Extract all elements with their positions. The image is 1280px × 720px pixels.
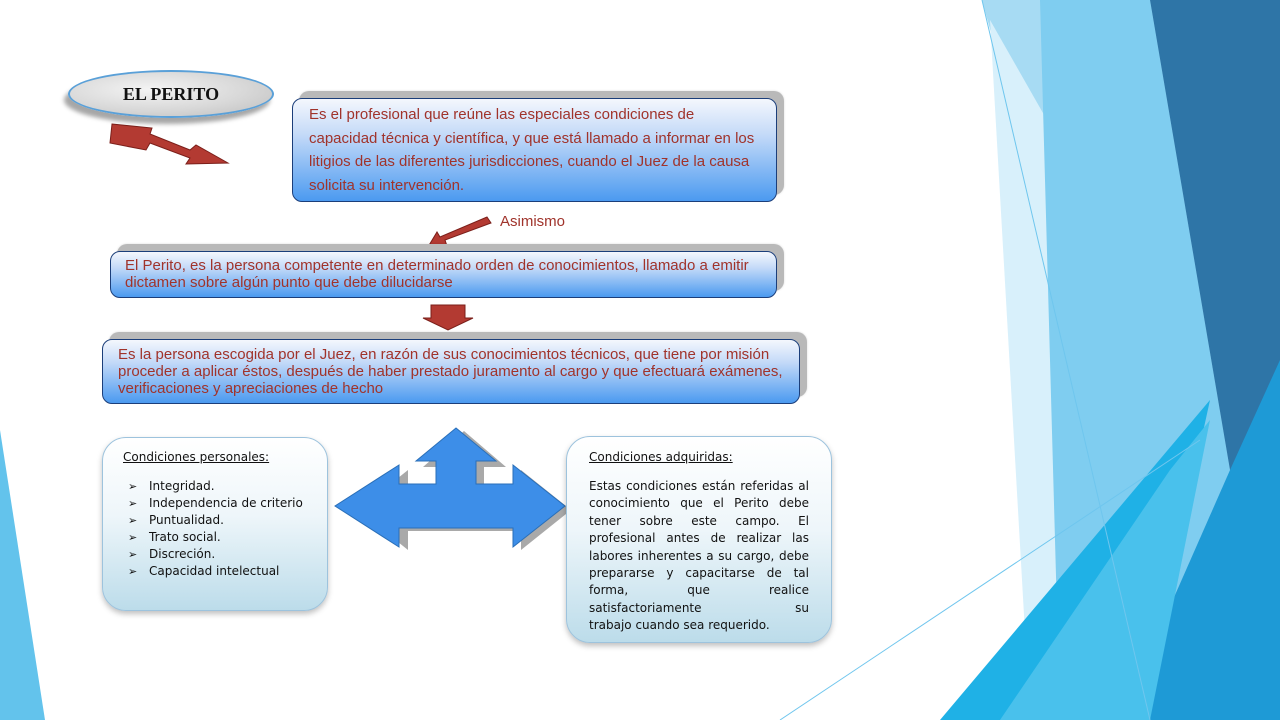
personal-conditions-heading: Condiciones personales: — [123, 450, 270, 464]
arrow-bullet-icon: ➢ — [128, 548, 138, 561]
connector-label: Asimismo — [500, 213, 566, 230]
definition-text: Es el profesional que reúne las especiales condiciones de capacidad técnica y científica, y que está llamado a informar en los litigios de las diferentes jurisdicciones, cuando el Juez de la causa solicita su intervención. — [309, 106, 755, 194]
definition-box-2 — [110, 251, 777, 298]
title: EL PERITO — [122, 83, 220, 104]
list-item: ➢ Integridad. — [128, 479, 215, 493]
list-item: ➢ Puntualidad. — [128, 513, 224, 527]
arrow-bullet-icon: ➢ — [128, 497, 138, 510]
list-item: ➢ Independencia de criterio — [128, 496, 303, 510]
down-arrow — [423, 305, 473, 330]
personal-conditions-card — [102, 437, 328, 611]
definition-text: Es la persona escogida por el Juez, en razón de sus conocimientos técnicos, que tiene por misión proceder a aplicar éstos, después de haber prestado juramento al cargo y que efectuará exámenes, verificaciones y apreciaciones de hecho — [118, 346, 783, 397]
definition-box-3 — [102, 339, 800, 404]
acquired-conditions-heading: Condiciones adquiridas: — [589, 450, 733, 464]
zigzag-arrow — [110, 124, 228, 164]
diagonal-arrow — [428, 217, 491, 247]
arrow-bullet-icon: ➢ — [128, 565, 138, 578]
arrow-bullet-icon: ➢ — [128, 480, 138, 493]
list-item: ➢ Discreción. — [128, 547, 216, 561]
definition-box-1 — [292, 98, 777, 202]
arrow-bullet-icon: ➢ — [128, 531, 138, 544]
list-item: ➢ Trato social. — [128, 530, 221, 544]
personal-conditions-list — [123, 478, 315, 580]
title-oval — [68, 70, 274, 118]
acquired-conditions-text: Estas condiciones están referidas al conocimiento que el Perito debe tener sobre este campo. El profesional antes de realizar las labores inherentes a su cargo, debe prepararse y capacitarse de tal forma, que realice satisfactoriamente su trabajo cuando sea requerido. — [589, 479, 809, 633]
left-edge-shape — [0, 430, 45, 720]
arrow-bullet-icon: ➢ — [128, 514, 138, 527]
acquired-conditions-card — [566, 436, 832, 643]
definition-text: El Perito, es la persona competente en determinado orden de conocimientos, llamado a emitir dictamen sobre algún punto que debe dilucidarse — [125, 257, 749, 291]
list-item: ➢ Capacidad intelectual — [128, 564, 280, 578]
